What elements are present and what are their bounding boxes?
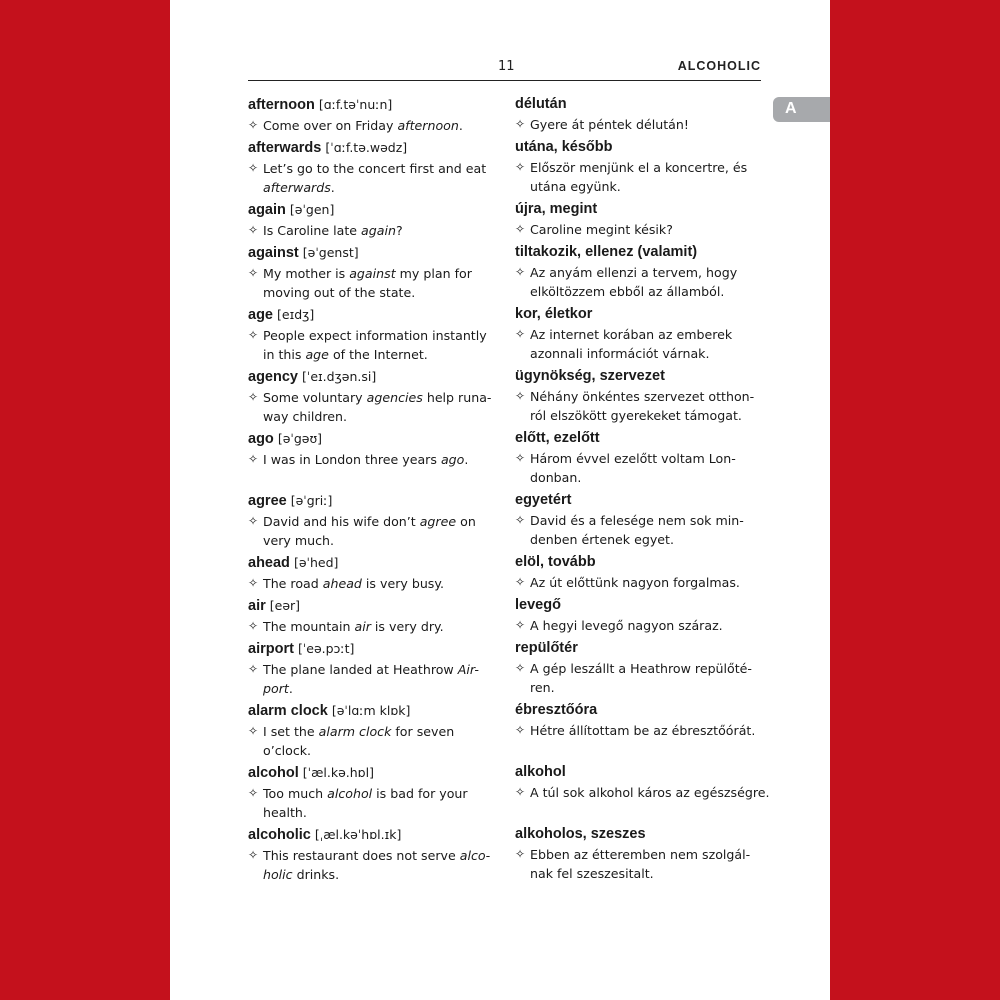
translated-example (515, 325, 765, 363)
example-keyword: alco- (459, 848, 491, 863)
example-sentence (248, 326, 498, 364)
entry-en (248, 138, 498, 197)
bullet-icon: ✧ (515, 222, 526, 236)
example-sentence (248, 574, 498, 593)
pronunciation: [ˈɑːf.tə.wədz] (325, 140, 408, 155)
translated-line: Az anyám ellenzi a tervem, hogy (530, 265, 738, 280)
translation-headword: ébresztőóra (515, 702, 598, 718)
headword-text: afterwards (248, 140, 322, 156)
translated-line: Néhány önkéntes szervezet otthon- (530, 389, 755, 404)
example-line: Some voluntary agencies help runa- (263, 390, 492, 405)
entry-hu (515, 825, 765, 883)
translated-line: denben értenek egyet. (530, 532, 674, 547)
example-keyword: afterwards (263, 180, 331, 195)
translated-line: A gép leszállt a Heathrow repülőté- (530, 661, 752, 676)
headword (248, 138, 498, 158)
page-number: 11 (498, 59, 515, 74)
example-keyword: age (305, 347, 329, 362)
pronunciation: [ɑːf.təˈnuːn] (318, 97, 393, 112)
entry-en (248, 553, 498, 593)
translation-headword: repülőtér (515, 640, 578, 656)
example-line: My mother is against my plan for (263, 266, 472, 281)
example-line: Too much alcohol is bad for your (263, 786, 468, 801)
translated-example (515, 449, 765, 487)
bullet-icon: ✧ (515, 451, 526, 465)
translated-example (515, 115, 765, 134)
translated-line: Ebben az étteremben nem szolgál- (530, 847, 751, 862)
translated-line: Hétre állítottam be az ébresztőórát. (530, 723, 756, 738)
entry-hu (515, 491, 765, 549)
example-line: health. (263, 805, 307, 820)
example-sentence (248, 264, 498, 302)
translated-line: Caroline megint késik? (530, 222, 673, 237)
translated-line: David és a felesége nem sok min- (530, 513, 744, 528)
example-line: People expect information instantly (263, 328, 487, 343)
bullet-icon: ✧ (515, 160, 526, 174)
translated-example (515, 263, 765, 301)
example-line: The road ahead is very busy. (263, 576, 445, 591)
page-header (248, 58, 761, 81)
bullet-icon: ✧ (248, 118, 259, 132)
example-sentence (248, 116, 498, 135)
pronunciation: [əˈhed] (293, 555, 339, 570)
headword (248, 596, 498, 616)
translation-headword: előtt, ezelőtt (515, 430, 600, 446)
entry-en (248, 639, 498, 698)
translated-line: ról elszökött gyerekeket támogat. (530, 408, 742, 423)
example-keyword: ago (440, 452, 465, 467)
example-sentence (248, 846, 498, 884)
bullet-icon: ✧ (515, 723, 526, 737)
translation-headword: utána, később (515, 139, 613, 155)
example-sentence (248, 617, 498, 636)
example-line: The mountain air is very dry. (263, 619, 444, 634)
pronunciation: [əˈgriː] (290, 493, 333, 508)
example-keyword: port (263, 681, 289, 696)
entry-hu (515, 367, 765, 425)
bullet-icon: ✧ (515, 618, 526, 632)
bullet-icon: ✧ (248, 662, 259, 676)
entry-en (248, 95, 498, 135)
bullet-icon: ✧ (515, 575, 526, 589)
entry-en (248, 701, 498, 760)
translation-headword: alkoholos, szeszes (515, 826, 646, 842)
example-line: I set the alarm clock for seven (263, 724, 455, 739)
entry-en (248, 367, 498, 426)
thumb-tab-letter: A (785, 100, 797, 117)
translated-example (515, 511, 765, 549)
translation-headword: levegő (515, 597, 561, 613)
example-keyword: alcohol (327, 786, 373, 801)
example-line: I was in London three years ago. (263, 452, 469, 467)
translation-headword: kor, életkor (515, 306, 593, 322)
bullet-icon: ✧ (248, 848, 259, 862)
headword (248, 553, 498, 573)
headword (248, 701, 498, 721)
pronunciation: [əˈlɑːm klɒk] (331, 703, 411, 718)
translation-headword: alkohol (515, 764, 566, 780)
bullet-icon: ✧ (248, 266, 259, 280)
bullet-icon: ✧ (248, 619, 259, 633)
pronunciation: [ˈeə.pɔːt] (297, 641, 355, 656)
translated-example (515, 573, 765, 592)
headword (248, 95, 498, 115)
example-keyword: ahead (322, 576, 362, 591)
translated-line: donban. (530, 470, 582, 485)
entry-en (248, 491, 498, 550)
bullet-icon: ✧ (248, 161, 259, 175)
headword-text: agency (248, 369, 298, 385)
translated-line: elköltözzem ebből az államból. (530, 284, 725, 299)
translation-headword: elöl, tovább (515, 554, 596, 570)
translated-line: A hegyi levegő nagyon száraz. (530, 618, 723, 633)
headword-text: ago (248, 431, 274, 447)
translated-example (515, 721, 765, 740)
translated-line: azonnali információt várnak. (530, 346, 710, 361)
translated-line: utána együnk. (530, 179, 621, 194)
example-sentence (248, 784, 498, 822)
bullet-icon: ✧ (515, 265, 526, 279)
entry-en (248, 825, 498, 884)
example-line: Come over on Friday afternoon. (263, 118, 463, 133)
headword-text: agree (248, 493, 287, 509)
headword (248, 429, 498, 449)
example-line: This restaurant does not serve alco- (263, 848, 491, 863)
example-keyword: air (354, 619, 371, 634)
entry-en (248, 763, 498, 822)
entry-hu (515, 138, 765, 196)
entry-hu (515, 429, 765, 487)
translated-line: Először menjünk el a koncertre, és (530, 160, 748, 175)
headword-text: age (248, 307, 273, 323)
headword (248, 763, 498, 783)
headword (248, 825, 498, 845)
bullet-icon: ✧ (515, 327, 526, 341)
pronunciation: [eər] (269, 598, 301, 613)
example-sentence (248, 512, 498, 550)
example-line: very much. (263, 533, 334, 548)
example-line: David and his wife don’t agree on (263, 514, 476, 529)
pronunciation: [əˈgenst] (302, 245, 359, 260)
translated-line: A túl sok alkohol káros az egészségre. (530, 785, 770, 800)
bullet-icon: ✧ (248, 328, 259, 342)
bullet-icon: ✧ (515, 661, 526, 675)
example-keyword: against (349, 266, 396, 281)
entry-hu (515, 763, 770, 802)
translation-headword: újra, megint (515, 201, 598, 217)
headword-text: alcohol (248, 765, 299, 781)
example-keyword: holic (263, 867, 293, 882)
headword-text: again (248, 202, 286, 218)
example-line: moving out of the state. (263, 285, 416, 300)
example-keyword: Air- (457, 662, 479, 677)
translated-line: Három évvel ezelőtt voltam Lon- (530, 451, 736, 466)
translated-line: Az út előttünk nagyon forgalmas. (530, 575, 740, 590)
entry-hu (515, 95, 765, 134)
headword-text: against (248, 245, 299, 261)
translated-example (515, 783, 770, 802)
headword (248, 305, 498, 325)
pronunciation: [ˈeɪ.dʒən.si] (302, 369, 377, 384)
translated-line: Gyere át péntek délután! (530, 117, 689, 132)
pronunciation: [ˈæl.kə.hɒl] (302, 765, 374, 780)
example-sentence (248, 159, 498, 197)
headword (248, 491, 498, 511)
translated-line: ren. (530, 680, 555, 695)
headword-text: airport (248, 641, 294, 657)
pronunciation: [əˈgəʊ] (277, 431, 323, 446)
entry-hu (515, 701, 765, 740)
bullet-icon: ✧ (248, 223, 259, 237)
example-keyword: agree (419, 514, 457, 529)
example-sentence (248, 221, 498, 240)
translation-headword: ügynökség, szervezet (515, 368, 665, 384)
headword (248, 243, 498, 263)
translated-example (515, 158, 765, 196)
example-line: port. (263, 681, 293, 696)
pronunciation: [əˈgen] (289, 202, 335, 217)
translation-headword: tiltakozik, ellenez (valamit) (515, 244, 698, 260)
bullet-icon: ✧ (515, 513, 526, 527)
entry-hu (515, 243, 765, 301)
translated-example (515, 659, 765, 697)
example-line: in this age of the Internet. (263, 347, 428, 362)
bullet-icon: ✧ (515, 117, 526, 131)
translated-example (515, 616, 765, 635)
entry-en (248, 200, 498, 240)
entry-hu (515, 200, 765, 239)
entry-en (248, 596, 498, 636)
example-keyword: alarm clock (318, 724, 392, 739)
example-line: afterwards. (263, 180, 335, 195)
bullet-icon: ✧ (248, 452, 259, 466)
bullet-icon: ✧ (515, 785, 526, 799)
translated-example (515, 845, 765, 883)
bullet-icon: ✧ (248, 514, 259, 528)
headword (248, 200, 498, 220)
headword (248, 367, 498, 387)
example-sentence (248, 388, 498, 426)
example-line: holic drinks. (263, 867, 340, 882)
headword-text: ahead (248, 555, 290, 571)
example-keyword: again (361, 223, 396, 238)
pronunciation: [ˌæl.kəˈhɒl.ɪk] (314, 827, 402, 842)
entry-hu (515, 596, 765, 635)
headword-text: afternoon (248, 97, 315, 113)
bullet-icon: ✧ (248, 390, 259, 404)
headword-text: air (248, 598, 266, 614)
translated-line: nak fel szeszesitalt. (530, 866, 654, 881)
entry-hu (515, 553, 765, 592)
entry-en (248, 243, 498, 302)
headword-text: alarm clock (248, 703, 328, 719)
bullet-icon: ✧ (248, 724, 259, 738)
example-line: Let’s go to the concert first and eat (263, 161, 487, 176)
example-keyword: agencies (366, 390, 423, 405)
example-sentence (248, 450, 498, 469)
translated-line: Az internet korában az emberek (530, 327, 733, 342)
example-line: The plane landed at Heathrow Air- (263, 662, 479, 677)
entry-en (248, 305, 498, 364)
entry-hu (515, 305, 765, 363)
example-sentence (248, 660, 498, 698)
example-sentence (248, 722, 498, 760)
headword (248, 639, 498, 659)
pronunciation: [eɪdʒ] (277, 307, 315, 322)
example-keyword: afternoon (397, 118, 459, 133)
translated-example (515, 387, 765, 425)
entry-hu (515, 639, 765, 697)
bullet-icon: ✧ (515, 847, 526, 861)
example-line: o’clock. (263, 743, 312, 758)
entry-en (248, 429, 498, 469)
example-line: way children. (263, 409, 348, 424)
example-line: Is Caroline late again? (263, 223, 403, 238)
translation-headword: egyetért (515, 492, 572, 508)
headword-text: alcoholic (248, 827, 311, 843)
bullet-icon: ✧ (248, 786, 259, 800)
translated-example (515, 220, 765, 239)
bullet-icon: ✧ (248, 576, 259, 590)
bullet-icon: ✧ (515, 389, 526, 403)
running-head: ALCOHOLIC (677, 59, 761, 73)
translation-headword: délután (515, 96, 567, 112)
